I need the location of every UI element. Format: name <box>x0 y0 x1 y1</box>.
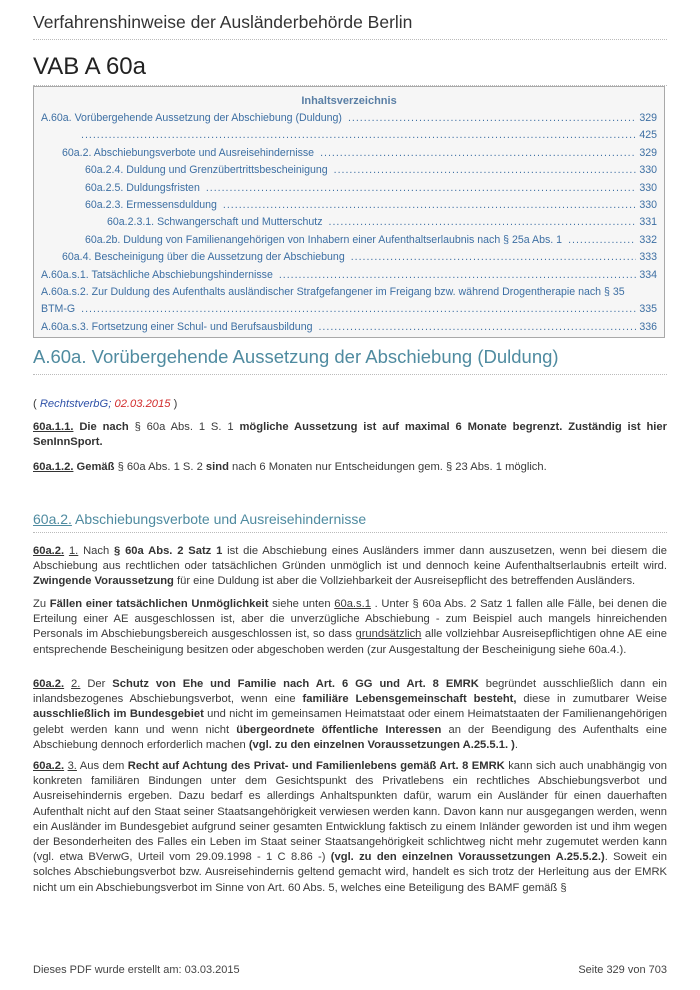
paragraph-60a-1-2 <box>33 460 667 475</box>
text: . <box>514 738 518 751</box>
toc-entry-label[interactable]: 60a.4. Bescheinigung über die Aussetzung der Abschiebung <box>62 251 345 264</box>
paragraph-number: 60a.1.2. <box>33 461 74 473</box>
paragraph-60a-1-1 <box>33 420 667 450</box>
source-reference <box>33 397 667 412</box>
paren-open: ( <box>33 398 40 410</box>
cross-reference-link[interactable]: 60a.s.1 <box>334 598 371 610</box>
item-number: 3. <box>67 760 77 772</box>
toc-entry-label[interactable]: A.60a.s.3. Fortsetzung einer Schul- und Berufsausbildung <box>41 320 313 333</box>
footer-page-number: Seite 329 von 703 <box>578 964 667 976</box>
toc-entry-page[interactable]: 333 <box>639 251 657 264</box>
toc-entry-label[interactable]: 60a.2.3. Ermessensduldung <box>85 198 217 211</box>
subsection-number-link[interactable]: 60a.2. <box>33 511 72 527</box>
text: an der Beendigung des Aufenthalts eine Abschiebung dennoch erforderlich machen <box>33 723 667 751</box>
text: siehe unten <box>268 598 335 610</box>
paren-close: ) <box>170 398 178 410</box>
document-header: Verfahrenshinweise der Ausländerbehörde Berlin <box>33 12 667 40</box>
paragraph-60a-2-2 <box>33 677 667 753</box>
text: kann sich auch unabhängig von konkreten familiären Bindungen unter dem Gesichtspunkt des Privatlebens ein rechtliches Abschiebungsverbot und Ausreisehindernis ergeben. Dazu bedarf es allerdings Anhaltspunkten dafür, warum ein Ausländer für einen dauerhaften Aufenthalt nicht auf den Staat seiner Staatsangehörigkeit verwiesen werden kann. Davon kann nur ausgegangen werden, wenn ein Ausländer im Bundesgebiet aufgrund seiner gesamten Entwicklung faktisch zu einem Inländer geworden ist und ihm wegen der Besonderheiten des Falles ein Leben im Staat seiner Staatsangehörigkeit schlichtweg nicht mehr zugemutet werden kann (vgl. etwa BVerwG, Urteil vom 29.09.1998 - 1 C 8.86 -) <box>33 760 668 864</box>
toc-entry-page[interactable]: 336 <box>639 320 657 333</box>
toc-entry-page[interactable]: 330 <box>639 198 657 211</box>
toc-entry-label[interactable]: 60a.2.5. Duldungsfristen <box>85 181 200 194</box>
toc-entry-page[interactable]: 335 <box>639 303 657 316</box>
text: diese in zumutbarer Weise <box>516 693 667 706</box>
toc-entry-continued[interactable] <box>34 301 664 318</box>
toc-entry-page[interactable]: 332 <box>639 233 657 246</box>
bold-text: mögliche Aussetzung ist auf maximal 6 Monate begrenzt. Zuständig ist hier SenInnSport. <box>33 421 667 449</box>
toc-entry-label[interactable]: A.60a.s.1. Tatsächliche Abschiebungshindernisse <box>41 268 273 281</box>
text: . Unter § 60a Abs. 2 Satz 1 fallen alle Fälle, bei denen die Erteilung einer AE ausgeschlossen ist, aber die unverzügliche Abschiebung - zum Beispiel auch mangels hinreichenden Personals im Abschiebungsbereich ausgeschlossen ist, so dass <box>33 598 667 641</box>
page-title: VAB A 60a <box>33 53 667 86</box>
item-number: 2. <box>71 678 81 690</box>
text: begründet ausschließlich dann ein inlandsbezogenes Abschiebungsverbot, wenn eine <box>33 678 667 706</box>
paragraph-number: 60a.2. <box>33 678 65 690</box>
toc-entry-label[interactable]: 60a.2.4. Duldung und Grenzübertrittsbescheinigung <box>85 164 328 177</box>
table-of-contents <box>33 86 665 338</box>
toc-entry-label[interactable]: 60a.2.3.1. Schwangerschaft und Mutterschutz <box>107 216 323 229</box>
text: nach 6 Monaten nur Entscheidungen gem. § 23 Abs. 1 möglich. <box>228 461 547 473</box>
text: Der <box>80 678 113 690</box>
toc-entry[interactable] <box>34 319 664 336</box>
text: § 60a Abs. 1 S. 2 <box>114 461 206 473</box>
bold-text: Schutz von Ehe und Familie nach Art. 6 GG und Art. 8 EMRK <box>112 678 479 690</box>
paragraph-number: 60a.2. <box>33 545 65 557</box>
text: Zu <box>33 598 50 610</box>
toc-entry-page[interactable]: 425 <box>639 129 657 142</box>
bold-text: übergeordnete öffentliche Interessen <box>236 723 442 736</box>
bold-text: Fällen einer tatsächlichen Unmöglichkeit <box>49 598 269 610</box>
paragraph-60a-2-1 <box>33 544 667 590</box>
subsection-title: Abschiebungsverbote und Ausreisehindernisse <box>71 511 367 527</box>
toc-entry[interactable] <box>34 214 664 231</box>
toc-entry[interactable] <box>34 267 664 284</box>
toc-entry-page[interactable]: 329 <box>639 112 657 124</box>
bold-text: familiäre Lebensgemeinschaft besteht, <box>302 693 517 706</box>
text: . Soweit ein solches Abschiebungsverbot bzw. Ausreisehindernis geltend gemacht wird, handelt es sich trotz der Herleitung aus der EMRK nicht um ein Abschiebungsverbot im Sinne von Art. 60 Abs. 5, welches eine Beteiligung des BAMF gemäß § <box>33 851 667 894</box>
text: Nach <box>78 545 115 557</box>
toc-entry[interactable] <box>34 127 664 144</box>
toc-entry-page[interactable]: 329 <box>639 146 657 159</box>
toc-entry[interactable] <box>34 180 664 197</box>
toc-entry-label[interactable]: BTM-G <box>41 303 76 316</box>
paragraph-impossibility <box>33 597 667 658</box>
toc-entry[interactable] <box>34 110 664 127</box>
bold-text: Die nach <box>79 421 129 433</box>
paragraph-number: 60a.2. <box>33 760 65 772</box>
toc-entry-page[interactable]: 331 <box>639 216 657 229</box>
underlined-text: grundsätzlich <box>355 628 422 641</box>
paragraph-number: 60a.1.1. <box>33 421 74 433</box>
bold-text: Zwingende Voraussetzung <box>33 575 174 588</box>
bold-text: Gemäß <box>76 461 115 473</box>
subsection-heading <box>33 511 667 533</box>
toc-entry-page[interactable]: 330 <box>639 181 657 194</box>
text: alle vollziehbar Ausreisepflichtigen ohne AE eine entsprechende Bescheinigung besitzen oder abgeschoben werden (zur Ausgestaltung der Bescheinigung siehe 60a.4.). <box>33 628 667 656</box>
toc-entry-label[interactable]: A.60a.s.2. Zur Duldung des Aufenthalts ausländischer Strafgefangener im Freigang bzw. während Drogentherapie nach § 35 <box>41 285 625 298</box>
toc-entry-label[interactable]: A.60a. Vorübergehende Aussetzung der Abschiebung (Duldung) <box>41 112 342 124</box>
toc-entry[interactable] <box>34 197 664 214</box>
toc-entry[interactable] <box>34 145 664 162</box>
bold-text: ausschließlich im Bundesgebiet <box>33 708 204 721</box>
text: und nicht im gemeinsamen Heimatstaat oder einem Heimatstaaten der Familienangehörigen gelebt werden kann und wenn nicht <box>33 708 668 736</box>
text: § 60a Abs. 1 S. 1 <box>128 421 240 433</box>
law-reference-link[interactable]: RechtstverbG; <box>39 398 112 410</box>
section-heading: A.60a. Vorübergehende Aussetzung der Abschiebung (Duldung) <box>33 346 667 375</box>
text: Aus dem <box>76 760 128 772</box>
bold-text: sind <box>205 461 229 473</box>
bold-text: § 60a Abs. 2 Satz 1 <box>114 545 223 557</box>
toc-entry[interactable] <box>34 232 664 249</box>
page-footer <box>33 964 667 976</box>
text: ist die Abschiebung eines Ausländers immer dann auszusetzen, wenn bei diesem die Abschiebung aus rechtlichen oder tatsächlichen Gründen unmöglich ist und dennoch keine Aufenthaltserlaubnis erteilt wird. <box>33 545 667 573</box>
reference-date: 02.03.2015 <box>114 398 171 410</box>
toc-entry-label[interactable]: 60a.2. Abschiebungsverbote und Ausreisehindernisse <box>62 146 315 159</box>
toc-entry[interactable] <box>34 284 664 301</box>
bold-text: (vgl. zu den einzelnen Voraussetzungen A.25.5.1. ) <box>248 738 515 751</box>
bold-text: Recht auf Achtung des Privat- und Familienlebens gemäß Art. 8 EMRK <box>127 760 505 772</box>
toc-entry[interactable] <box>34 249 664 266</box>
item-number: 1. <box>68 545 79 557</box>
toc-entry-page[interactable]: 330 <box>639 164 657 177</box>
bold-text: (vgl. zu den einzelnen Voraussetzungen A.25.5.2.) <box>330 851 605 864</box>
text: für eine Duldung ist aber die Vollziehbarkeit der Ausreisepflicht des betreffenden Ausländers. <box>173 575 636 588</box>
toc-title: Inhaltsverzeichnis <box>301 95 397 107</box>
toc-entry-label[interactable]: 60a.2b. Duldung von Familienangehörigen von Inhabern einer Aufenthaltserlaubnis nach § 25a Abs. 1 <box>85 233 563 246</box>
toc-entry-page[interactable]: 334 <box>639 268 657 281</box>
footer-created-date: Dieses PDF wurde erstellt am: 03.03.2015 <box>33 964 240 976</box>
toc-entry[interactable] <box>34 162 664 179</box>
paragraph-60a-2-3 <box>33 759 667 896</box>
